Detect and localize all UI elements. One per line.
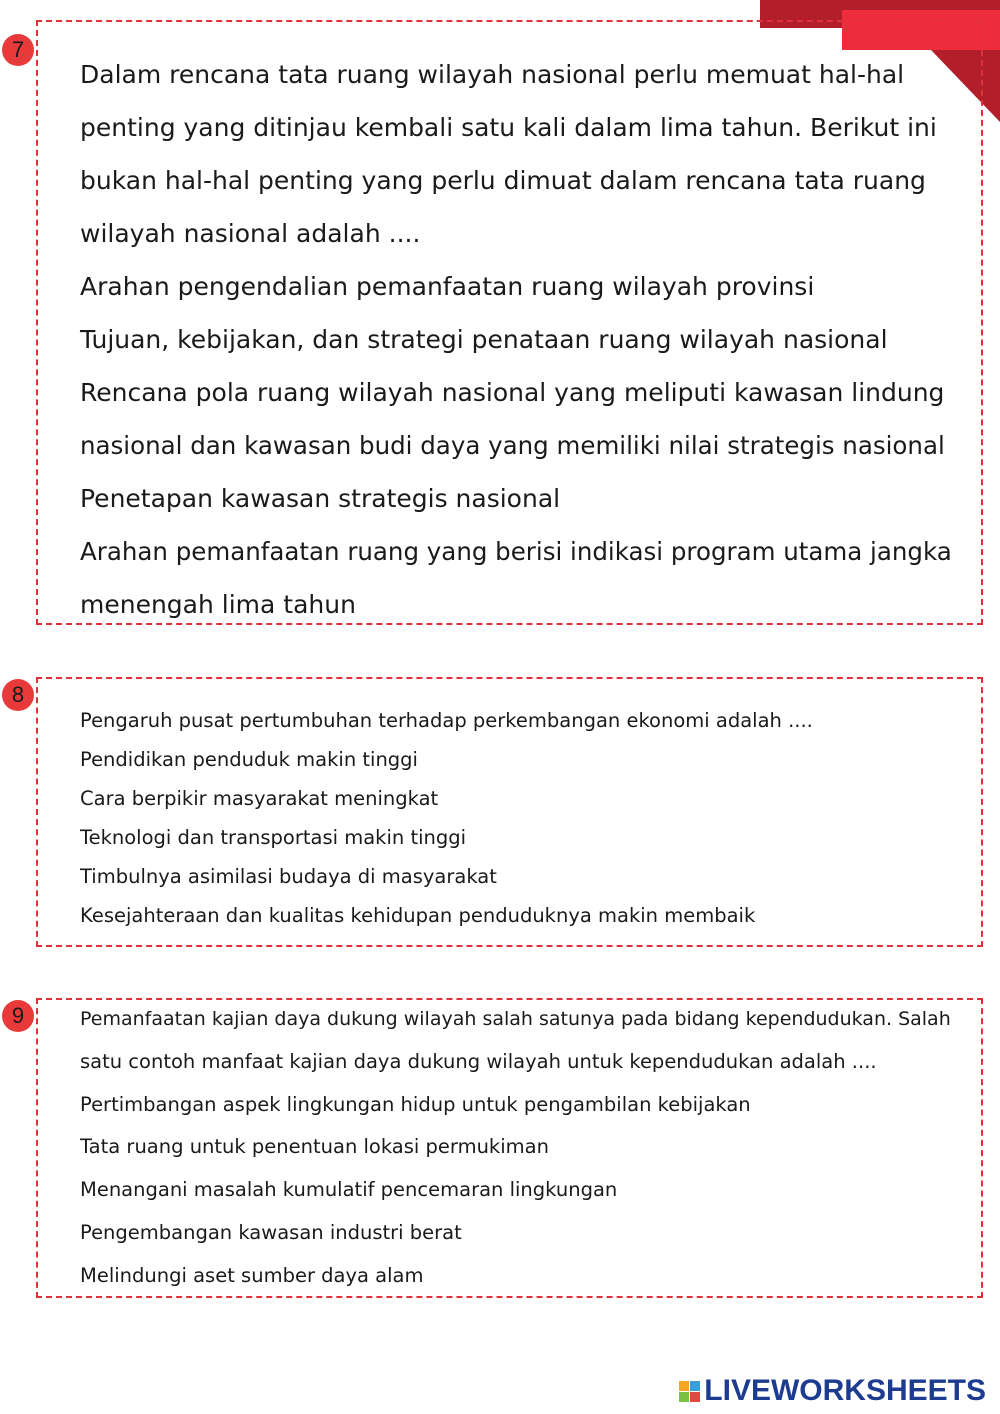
answer-option[interactable]: Pertimbangan aspek lingkungan hidup untuk pengambilan kebijakan — [80, 1092, 751, 1116]
answer-option[interactable]: Timbulnya asimilasi budaya di masyarakat — [80, 865, 497, 888]
answer-option[interactable]: Penetapan kawasan strategis nasional — [80, 484, 561, 513]
question-text — [80, 701, 953, 935]
answer-option[interactable]: Arahan pemanfaatan ruang yang berisi indikasi program utama jangka — [80, 537, 952, 566]
answer-option[interactable]: Arahan pengendalian pemanfaatan ruang wilayah provinsi — [80, 272, 815, 301]
question-card-9 — [11, 998, 983, 1298]
answer-option[interactable]: Teknologi dan transportasi makin tinggi — [80, 826, 467, 849]
answer-option[interactable]: Tujuan, kebijakan, dan strategi penataan ruang wilayah nasional — [80, 325, 888, 354]
question-line: Pemanfaatan kajian daya dukung wilayah salah satunya pada bidang kependudukan. Salah — [80, 1008, 951, 1030]
answer-option[interactable]: Rencana pola ruang wilayah nasional yang meliputi kawasan lindung — [80, 378, 945, 407]
question-line: bukan hal-hal penting yang perlu dimuat dalam rencana tata ruang — [80, 166, 926, 195]
answer-option[interactable]: Melindungi aset sumber daya alam — [80, 1263, 424, 1287]
question-number-badge: 8 — [2, 679, 34, 711]
question-text — [80, 998, 953, 1298]
liveworksheets-grid-icon — [679, 1381, 700, 1402]
question-text — [80, 48, 953, 631]
logo-square — [679, 1392, 689, 1402]
answer-option-continued[interactable]: menengah lima tahun — [80, 590, 356, 619]
logo-square — [679, 1381, 689, 1391]
question-number-badge: 7 — [2, 34, 34, 66]
question-line: wilayah nasional adalah .... — [80, 219, 421, 248]
question-line: Pengaruh pusat pertumbuhan terhadap perkembangan ekonomi adalah .... — [80, 709, 813, 732]
question-card-8 — [11, 677, 983, 947]
answer-option[interactable]: Menangani masalah kumulatif pencemaran lingkungan — [80, 1178, 618, 1202]
logo-square — [690, 1381, 700, 1391]
answer-option-continued[interactable]: nasional dan kawasan budi daya yang memiliki nilai strategis nasional — [80, 431, 945, 460]
answer-option[interactable]: Kesejahteraan dan kualitas kehidupan penduduknya makin membaik — [80, 904, 756, 927]
question-line: penting yang ditinjau kembali satu kali dalam lima tahun. Berikut ini — [80, 113, 937, 142]
answer-option[interactable]: Tata ruang untuk penentuan lokasi permukiman — [80, 1135, 549, 1159]
answer-option[interactable]: Pengembangan kawasan industri berat — [80, 1220, 462, 1244]
logo-square — [690, 1392, 700, 1402]
question-line: Dalam rencana tata ruang wilayah nasional perlu memuat hal-hal — [80, 60, 905, 89]
question-line: satu contoh manfaat kajian daya dukung wilayah untuk kependudukan adalah .... — [80, 1049, 877, 1073]
answer-option[interactable]: Pendidikan penduduk makin tinggi — [80, 748, 418, 771]
question-number-badge: 9 — [2, 1000, 34, 1032]
answer-option[interactable]: Cara berpikir masyarakat meningkat — [80, 787, 439, 810]
question-card-7 — [11, 20, 983, 625]
liveworksheets-logo[interactable] — [679, 1374, 986, 1408]
logo-text: LIVEWORKSHEETS — [704, 1374, 986, 1407]
